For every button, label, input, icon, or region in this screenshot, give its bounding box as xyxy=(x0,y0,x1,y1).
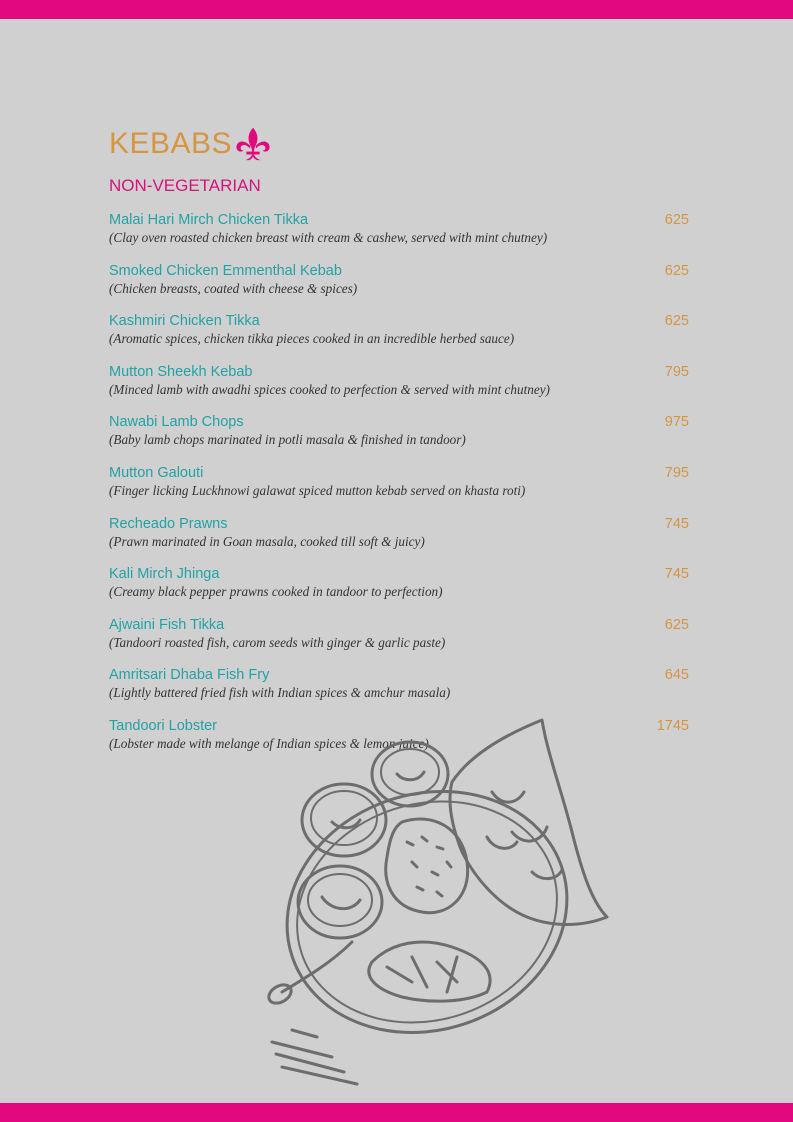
item-price: 645 xyxy=(664,667,689,684)
item-name: Kali Mirch Jhinga xyxy=(109,566,220,583)
item-price: 625 xyxy=(664,212,689,228)
item-name: Ajwaini Fish Tikka xyxy=(109,616,225,633)
menu-item xyxy=(109,311,689,362)
menu-item xyxy=(109,665,689,716)
item-name: Tandoori Lobster xyxy=(109,717,218,734)
menu-item xyxy=(109,564,689,615)
item-name: Nawabi Lamb Chops xyxy=(109,414,244,431)
item-name: Mutton Galouti xyxy=(109,464,204,481)
section-header xyxy=(109,124,272,164)
item-description: (Aromatic spices, chicken tikka pieces cooked in an incredible herbed sauce) xyxy=(109,331,515,347)
item-price: 795 xyxy=(664,464,689,481)
menu-item xyxy=(109,210,689,261)
bottom-accent-bar xyxy=(0,1103,793,1122)
item-name: Smoked Chicken Emmenthal Kebab xyxy=(109,262,342,279)
item-price: 625 xyxy=(664,262,689,279)
item-description: (Lightly battered fried fish with Indian spices & amchur masala) xyxy=(109,685,451,701)
menu-list xyxy=(109,210,689,767)
item-description: (Clay oven roasted chicken breast with cream & cashew, served with mint chutney) xyxy=(109,230,548,245)
item-name: Malai Hari Mirch Chicken Tikka xyxy=(109,212,309,228)
item-name: Kashmiri Chicken Tikka xyxy=(109,313,260,330)
item-description: (Lobster made with melange of Indian spices & lemon juice) xyxy=(109,735,429,751)
item-price: 1745 xyxy=(656,717,689,734)
item-price: 745 xyxy=(664,515,689,532)
menu-item xyxy=(109,514,689,565)
top-accent-bar xyxy=(0,0,793,19)
menu-item xyxy=(109,362,689,413)
section-title: KEBABS xyxy=(109,127,233,160)
item-price: 795 xyxy=(664,363,689,380)
item-name: Amritsari Dhaba Fish Fry xyxy=(109,667,270,684)
item-description: (Chicken breasts, coated with cheese & spices) xyxy=(109,280,358,296)
subsection-heading: NON-VEGETARIAN xyxy=(109,176,261,195)
item-description: (Minced lamb with awadhi spices cooked to perfection & served with mint chutney) xyxy=(109,381,550,397)
menu-item xyxy=(109,412,689,463)
item-price: 625 xyxy=(664,313,689,330)
item-description: (Tandoori roasted fish, carom seeds with ginger & garlic paste) xyxy=(109,634,446,650)
item-price: 975 xyxy=(664,414,689,431)
item-description: (Baby lamb chops marinated in potli masala & finished in tandoor) xyxy=(109,432,466,448)
thali-plate-icon xyxy=(262,712,612,1092)
item-price: 625 xyxy=(664,616,689,633)
menu-item xyxy=(109,615,689,666)
menu-item xyxy=(109,261,689,312)
item-description: (Finger licking Luckhnowi galawat spiced mutton kebab served on khasta roti) xyxy=(109,482,526,498)
fleur-de-lis-icon xyxy=(234,125,272,163)
menu-item xyxy=(109,463,689,514)
item-name: Mutton Sheekh Kebab xyxy=(109,363,253,380)
item-name: Recheado Prawns xyxy=(109,515,228,532)
item-description: (Prawn marinated in Goan masala, cooked till soft & juicy) xyxy=(109,533,425,549)
item-price: 745 xyxy=(664,566,689,583)
item-description: (Creamy black pepper prawns cooked in tandoor to perfection) xyxy=(109,584,443,600)
